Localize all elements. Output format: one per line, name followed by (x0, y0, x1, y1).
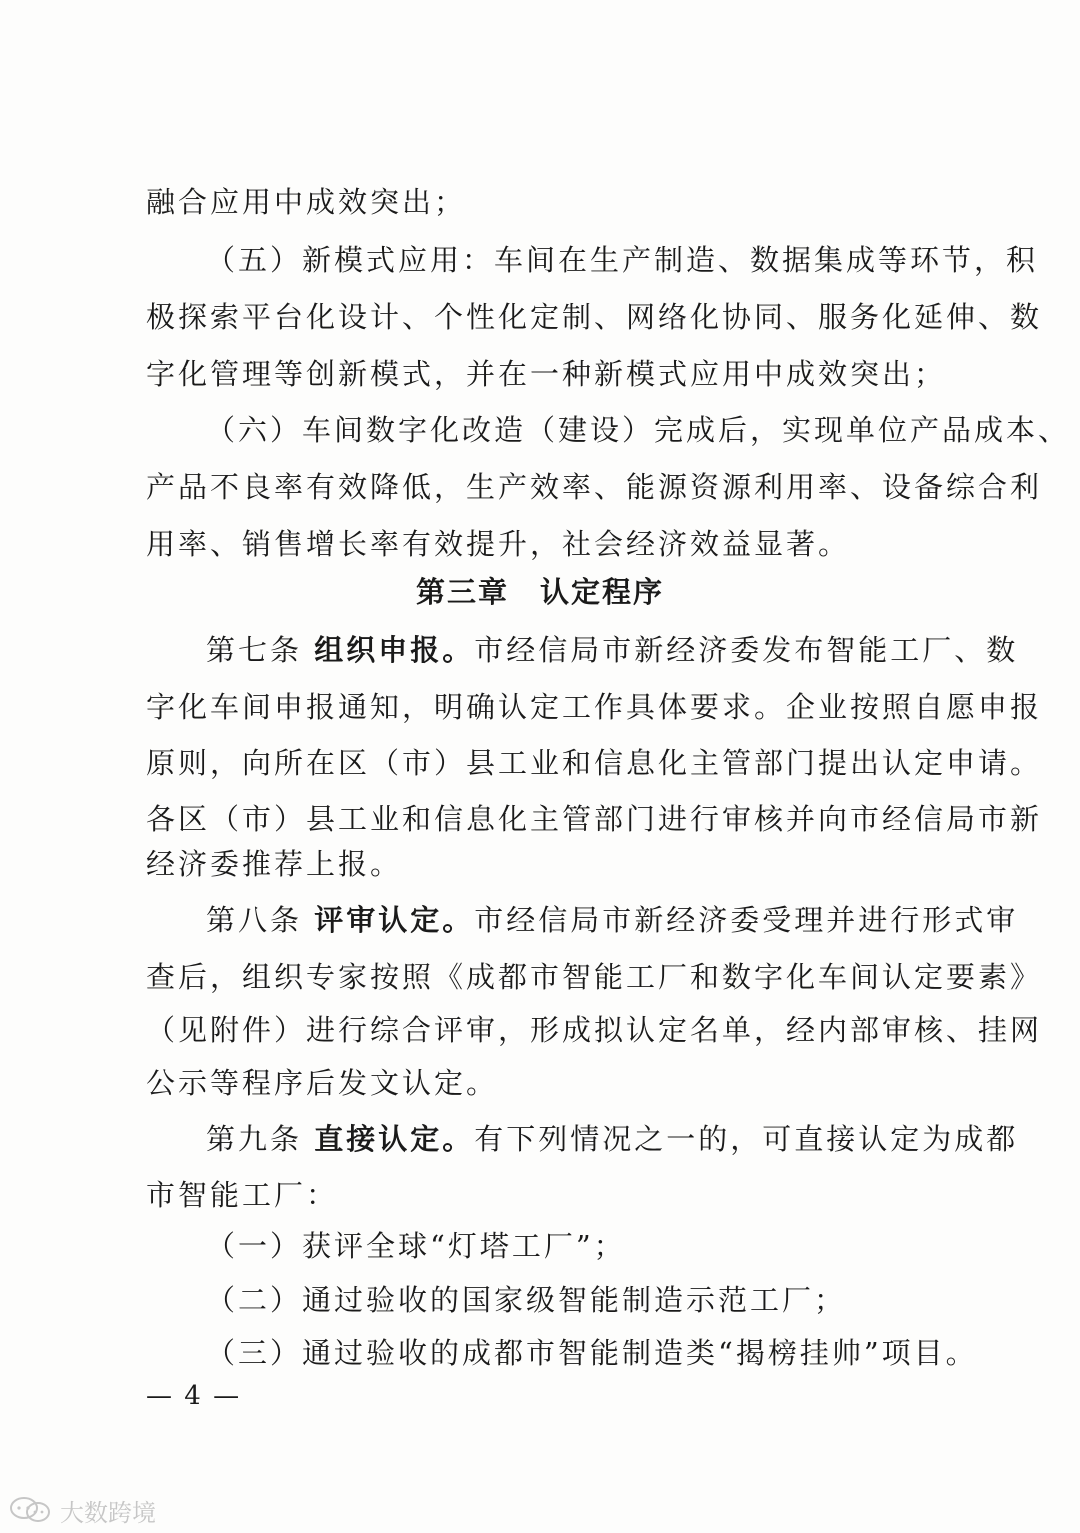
page-number: — 4 — (146, 1381, 242, 1411)
article-heading: 评审认定。 (314, 903, 475, 937)
list-item: （一）获评全球“灯塔工厂”； (206, 1229, 626, 1263)
watermark (8, 1490, 156, 1530)
text-line: （五）新模式应用：车间在生产制造、数据集成等环节，积 (206, 243, 1039, 277)
text-line: （见附件）进行综合评审，形成拟认定名单，经内部审核、挂网 (146, 1013, 1043, 1047)
text-span: 市经信局市新经济委发布智能工厂、数 (474, 633, 1019, 667)
text-line: 经济委推荐上报。 (146, 847, 403, 881)
text-line: 查后，组织专家按照《成都市智能工厂和数字化车间认定要素》 (146, 960, 1043, 994)
list-item: （二）通过验收的国家级智能制造示范工厂； (206, 1283, 847, 1317)
article-label: 第九条 (206, 1122, 303, 1156)
text-line: （六）车间数字化改造（建设）完成后，实现单位产品成本、 (206, 413, 1071, 447)
text-line: 字化车间申报通知，明确认定工作具体要求。企业按照自愿申报 (146, 690, 1043, 724)
article-heading: 组织申报。 (314, 633, 475, 667)
article-9-first-line (206, 1119, 1018, 1159)
text-line: 市智能工厂： (146, 1178, 339, 1212)
text-line: 融合应用中成效突出； (146, 185, 467, 219)
list-item: （三）通过验收的成都市智能制造类“揭榜挂帅”项目。 (206, 1336, 978, 1370)
watermark-text: 大数跨境 (60, 1498, 156, 1527)
text-line: 产品不良率有效降低，生产效率、能源资源利用率、设备综合利 (146, 470, 1043, 504)
article-7-first-line (206, 630, 1018, 670)
text-line: 字化管理等创新模式，并在一种新模式应用中成效突出； (146, 357, 947, 391)
article-8-first-line (206, 900, 1018, 940)
text-line: 极探索平台化设计、个性化定制、网络化协同、服务化延伸、数 (146, 300, 1043, 334)
text-line: 用率、销售增长率有效提升，社会经济效益显著。 (146, 527, 851, 561)
text-span: 有下列情况之一的，可直接认定为成都 (474, 1122, 1019, 1156)
text-line: 各区（市）县工业和信息化主管部门进行审核并向市经信局市新 (146, 802, 1043, 836)
article-label: 第八条 (206, 903, 303, 937)
article-heading: 直接认定。 (314, 1122, 475, 1156)
chat-bubble-logo-icon (8, 1495, 52, 1525)
article-label: 第七条 (206, 633, 303, 667)
text-line: 原则，向所在区（市）县工业和信息化主管部门提出认定申请。 (146, 746, 1043, 780)
text-line: 公示等程序后发文认定。 (146, 1066, 499, 1100)
text-span: 市经信局市新经济委受理并进行形式审 (474, 903, 1019, 937)
chapter-title: 第三章 认定程序 (415, 575, 664, 609)
